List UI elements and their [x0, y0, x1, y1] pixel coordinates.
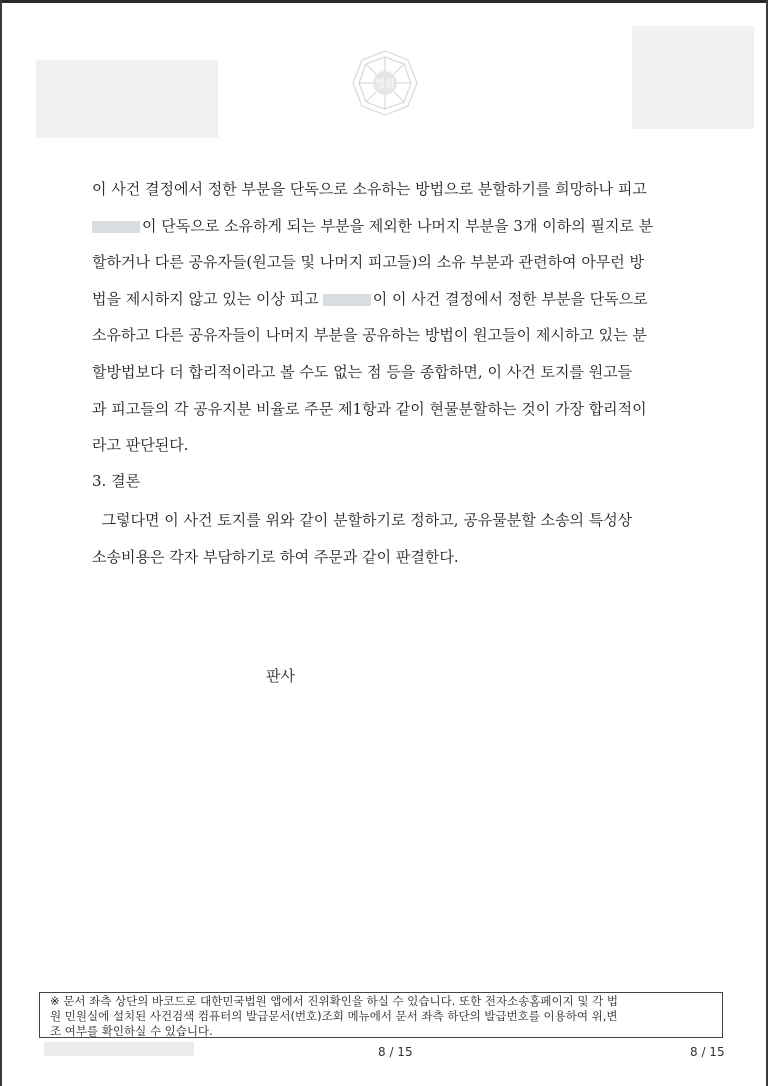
blurred-stamp-area	[632, 26, 754, 129]
text-line: 이 단독으로 소유하게 되는 부분을 제외한 나머지 부분을 3개 이하의 필지로 분	[92, 208, 692, 245]
page-number: 8 / 15	[378, 1045, 413, 1059]
text-line: 라고 판단된다.	[92, 436, 189, 455]
blurred-barcode-area	[36, 60, 218, 138]
text-line: 할방법보다 더 합리적이라고 볼 수도 없는 점 등을 종합하면, 이 사건 토지를 원고들	[92, 362, 633, 381]
page-number-right: 8 / 15	[690, 1045, 725, 1059]
conclusion-paragraph	[92, 502, 692, 575]
top-border	[0, 0, 768, 3]
text-line: 법을 제시하지 않고 있는 이상 피고 이 이 사건 결정에서 정한 부분을 단독으로	[92, 289, 648, 308]
text-line: 소유하고 다른 공유자들이 나머지 부분을 공유하는 방법이 원고들이 제시하고 있는 분	[92, 326, 647, 345]
text-line: 할하거나 다른 공유자들(원고들 및 나머지 피고들)의 소유 부분과 관련하여 아무런 방	[92, 253, 645, 272]
text-line: 이 사건 결정에서 정한 부분을 단독으로 소유하는 방법으로 분할하기를 희망하나 피고	[92, 180, 647, 198]
verification-notice	[39, 992, 723, 1038]
redacted-name	[323, 294, 371, 306]
notice-line: 원 민원실에 설치된 사건검색 컴퓨터의 발급문서(번호)조회 메뉴에서 문서 좌측 하단의 발급번호를 이용하여 위,변	[50, 1009, 618, 1023]
left-border	[0, 0, 2, 1086]
redacted-name	[92, 221, 140, 233]
court-seal-icon	[349, 47, 421, 119]
notice-line: ※ 문서 좌측 상단의 바코드로 대한민국법원 앱에서 진위확인을 하실 수 있습니다. 또한 전자소송홈페이지 및 각 법	[50, 994, 619, 1008]
blurred-issue-number	[44, 1042, 194, 1056]
seal-label: 법원	[375, 79, 395, 90]
text-line: 소송비용은 각자 부담하기로 하여 주문과 같이 판결한다.	[92, 547, 459, 566]
section-heading: 3. 결론	[92, 472, 141, 490]
judge-label: 판사	[266, 667, 295, 685]
text-line: 그렇다면 이 사건 토지를 위와 같이 분할하기로 정하고, 공유물분할 소송의 특성상	[101, 511, 633, 529]
notice-line: 조 여부를 확인하실 수 있습니다.	[50, 1024, 213, 1038]
text-line: 과 피고들의 각 공유지분 비율로 주문 제1항과 같이 현물분할하는 것이 가장 합리적이	[92, 399, 647, 418]
reasoning-paragraph	[92, 171, 692, 464]
